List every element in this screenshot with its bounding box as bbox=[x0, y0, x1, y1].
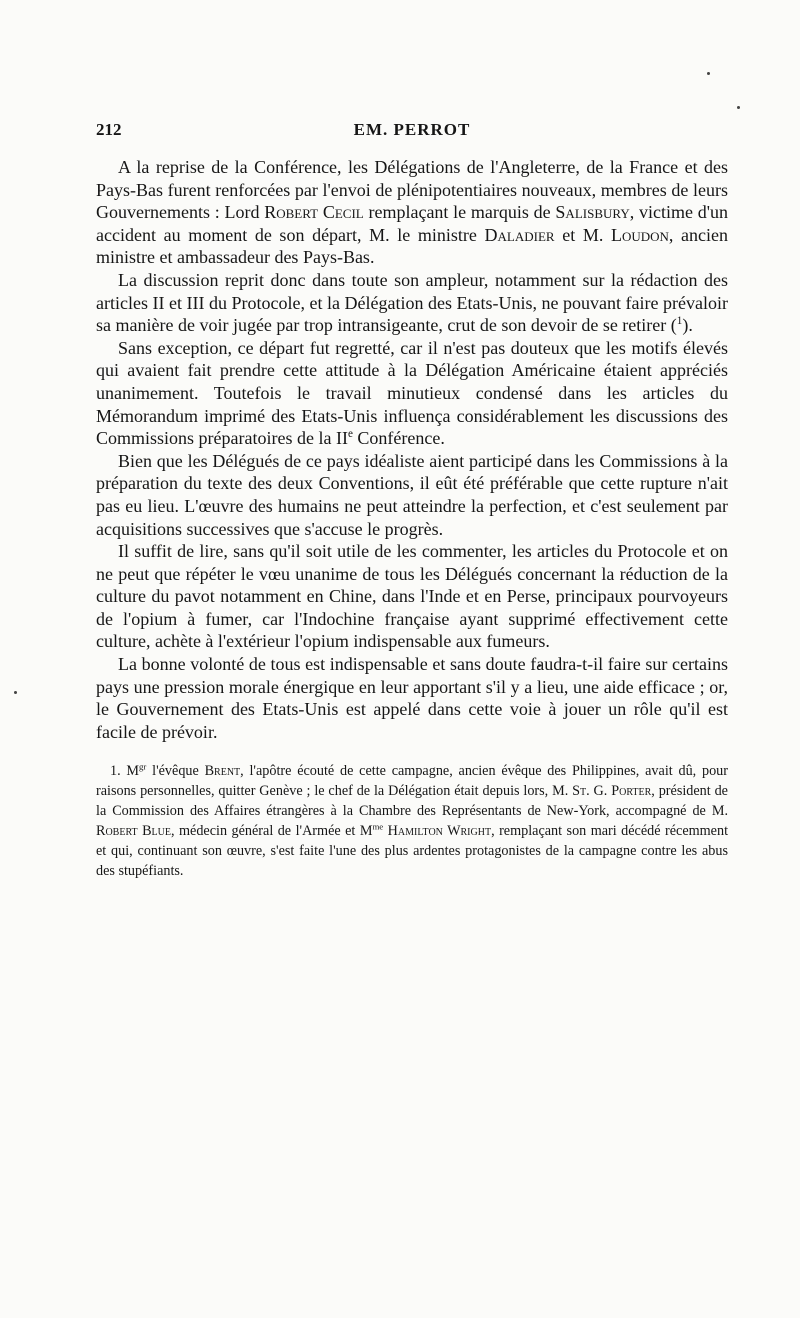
title-abbrev: me bbox=[372, 821, 384, 832]
person-name: Salisbury bbox=[555, 202, 630, 223]
person-name: Loudon bbox=[610, 224, 669, 245]
paragraph: A la reprise de la Conférence, les Délégations de l'Angleterre, de la France et des Pays-Bas furent renforcées par l'envoi de plénipotentiaires nouveaux, membres de leurs Gouvernements : Lord Robert Cecil remplaçant le marquis de Salisbury, victime d'un accident au moment de son départ, M. le ministre Daladier et M. Loudon, ancien ministre et ambassadeur des Pays-Bas. bbox=[96, 157, 728, 268]
ordinal-suffix: e bbox=[347, 428, 353, 441]
paragraph: La discussion reprit donc dans toute son ampleur, notamment sur la rédaction des articles II et III du Protocole, et la Délégation des Etats-Unis, ne pouvant faire prévaloir sa manière de voir jugée par trop intransigeante, crut de son devoir de se retirer ($^1$). bbox=[96, 269, 728, 336]
page-number: 212 bbox=[96, 120, 122, 139]
page-header bbox=[96, 114, 728, 142]
person-name: Robert Blue bbox=[96, 823, 171, 840]
person-name: Robert Cecil bbox=[264, 202, 364, 223]
speck-mark bbox=[14, 691, 17, 694]
book-page bbox=[96, 114, 728, 881]
person-name: Daladier bbox=[484, 224, 555, 245]
body-text bbox=[96, 156, 728, 743]
footnotes bbox=[96, 761, 728, 881]
footnote-ref: 1 bbox=[676, 315, 683, 328]
paragraph: Sans exception, ce départ fut regretté, car il n'est pas douteux que les motifs élevés qui avaient fait prendre cette attitude à la Délégation Américaine étaient appréciés unanimement. Toutefois le travail minutieux condensé dans les articles du Mémorandum imprimé des Etats-Unis influença considérablement les discussions des Commissions préparatoires de la IIe Conférence. bbox=[96, 337, 728, 449]
speck-mark bbox=[737, 106, 740, 109]
footnote: 1. $M^{gr}$ l'évêque Brent, l'apôtre écouté de cette campagne, ancien évêque des Philippines, avait dû, pour raisons personnelles, quitter Genève ; le chef de la Délégation était depuis lors, M. St. G. Porter, président de la Commission des Affaires étrangères à la Chambre des Représentants de New-York, accompagné de M. Robert Blue, médecin général de l'Armée et $M^{me}$ Hamilton Wright, remplaçant son mari décédé récemment et qui, continuant son œuvre, s'est faite l'une des plus ardentes protagonistes de la campagne contre les abus des stupéfiants. bbox=[96, 761, 729, 880]
person-name: St. G. Porter bbox=[572, 783, 652, 800]
paragraph: Bien que les Délégués de ce pays idéaliste aient participé dans les Commissions à la préparation du texte des deux Conventions, il eût été préférable que cette rupture n'ait pas eu lieu. L'œuvre des humains ne peut atteindre la perfection, et c'est seulement par acquisitions successives que s'accuse le progrès. bbox=[96, 450, 728, 539]
person-name: Brent bbox=[204, 763, 241, 780]
paragraph: La bonne volonté de tous est indispensable et sans doute faudra-t-il faire sur certains pays une pression morale énergique en leur apportant s'il y a lieu, une aide efficace ; or, le Gouvernement des Etats-Unis est appelé dans cette voie à jouer un rôle qu'il est facile de prévoir. bbox=[96, 654, 728, 742]
paragraph: Il suffit de lire, sans qu'il soit utile de les commenter, les articles du Protocole et on ne peut que répéter le vœu unanime de tous les Délégués concernant la réduction de la culture du pavot notamment en Chine, dans l'Inde et en Perse, principaux pourvoyeurs de l'opium à fumer, car l'Indochine française ayant supprimé effectivement cette culture, achète à l'extérieur l'opium indispensable aux fumeurs. bbox=[96, 541, 728, 652]
title-abbrev: gr bbox=[139, 761, 147, 772]
running-head: EM. PERROT bbox=[353, 120, 471, 139]
person-name: Hamilton Wright bbox=[387, 823, 492, 840]
speck-mark bbox=[707, 72, 710, 75]
